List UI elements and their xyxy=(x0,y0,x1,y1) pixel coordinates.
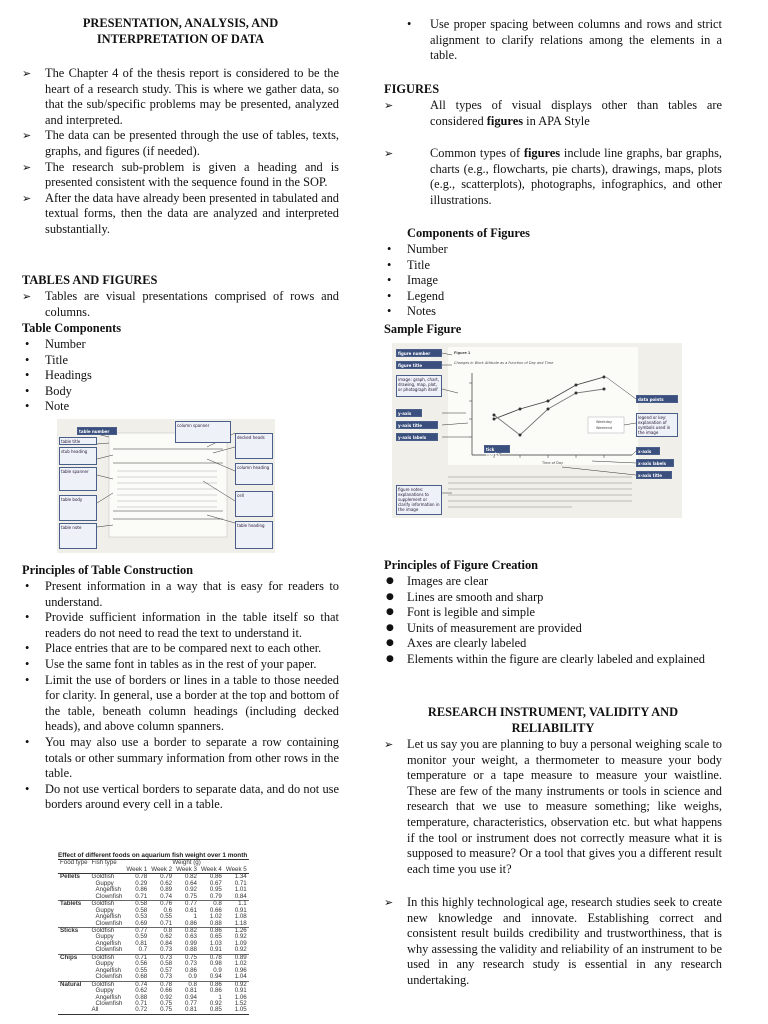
list-item: ● Font is legible and simple xyxy=(384,605,722,621)
weight-cell: 0.89 xyxy=(234,953,247,961)
weight-cell: 0.72 xyxy=(135,1006,148,1014)
list-item: • Present information in a way that is easy for readers to understand. xyxy=(22,579,339,610)
list-item: ➢ The research sub-problem is given a heading and is presented consistent with the sequence found in the SOP. xyxy=(22,160,339,191)
weight-cell: 0.79 xyxy=(209,892,222,900)
weight-cell: 0.67 xyxy=(209,879,222,887)
fish-type-cell: Clownfish xyxy=(95,892,123,900)
weight-cell: 0.78 xyxy=(135,873,148,881)
label-legend: legend or key: explanation of symbols used in the image xyxy=(636,413,678,437)
list-item: • Place entries that are to be compared next to each other. xyxy=(22,641,339,657)
figures-list-2 xyxy=(384,146,722,208)
sample-fig-legend-weekend: Weekend xyxy=(596,426,613,430)
fish-table-title: Effect of different foods on aquarium fish weight over 1 month xyxy=(58,852,248,859)
header-week: Week 5 xyxy=(225,865,247,873)
weight-cell: 0.75 xyxy=(160,999,173,1007)
list-item: • Number xyxy=(22,337,222,353)
weight-cell: 0.8 xyxy=(163,926,173,934)
weight-cell: 0.85 xyxy=(209,1006,222,1014)
weight-cell: 0.86 xyxy=(184,919,197,927)
weight-cell: 0.92 xyxy=(234,980,247,988)
fish-type-cell: Guppy xyxy=(95,879,114,887)
research-heading: RESEARCH INSTRUMENT, VALIDITY AND xyxy=(427,705,679,719)
weight-cell: 1.26 xyxy=(234,926,247,934)
weight-cell: 0.74 xyxy=(135,980,148,988)
label-decked-heads: decked heads xyxy=(235,433,273,459)
list-item: • Note xyxy=(22,399,222,415)
weight-cell: 0.56 xyxy=(135,960,148,968)
weight-cell: 1.09 xyxy=(234,939,247,947)
weight-cell: 1.52 xyxy=(234,999,247,1007)
figures-point1-b: figures xyxy=(486,113,524,128)
label-y-axis-title: y-axis title xyxy=(396,421,438,429)
spacing-list xyxy=(384,17,722,64)
weight-cell: 0.64 xyxy=(184,879,197,887)
weight-cell: 0.62 xyxy=(160,933,173,941)
sample-fig-caption: Figure 1 xyxy=(454,351,471,355)
table-row xyxy=(58,1007,249,1014)
label-table-heading: table heading xyxy=(235,521,273,549)
research-heading-line2: RELIABILITY xyxy=(511,720,595,735)
weight-cell: 0.86 xyxy=(209,980,222,988)
weight-cell: 0.77 xyxy=(184,999,197,1007)
list-item: • You may also use a border to separate a row containing totals or other summary information from other rows in the table. xyxy=(22,735,339,782)
weight-cell: 0.88 xyxy=(184,946,197,954)
list-item: ● Lines are smooth and sharp xyxy=(384,590,722,606)
figure-components-list xyxy=(384,242,584,320)
weight-cell: 0.78 xyxy=(209,953,222,961)
weight-cell: 0.58 xyxy=(160,960,173,968)
list-item: • Title xyxy=(22,353,222,369)
label-x-axis-labels: x-axis labels xyxy=(636,459,674,467)
weight-cell: 0.73 xyxy=(160,953,173,961)
weight-cell: 1.02 xyxy=(234,960,247,968)
weight-cell: 0.9 xyxy=(188,973,197,981)
weight-cell: 0.7 xyxy=(138,946,148,954)
weight-cell: 0.86 xyxy=(209,926,222,934)
weight-cell: 0.61 xyxy=(184,906,197,914)
fish-type-cell: All xyxy=(91,1006,99,1014)
weight-cell: 0.71 xyxy=(160,919,173,927)
weight-cell: 0.79 xyxy=(160,873,173,881)
weight-cell: 0.78 xyxy=(160,980,173,988)
figures-list xyxy=(384,98,722,129)
weight-cell: 1 xyxy=(218,993,222,1001)
figures-point2-b: figures xyxy=(523,146,561,160)
fish-type-cell: Angelfish xyxy=(95,886,121,894)
weight-cell: 0.96 xyxy=(234,966,247,974)
weight-cell: 0.53 xyxy=(135,913,148,921)
intro-list xyxy=(22,66,339,238)
weight-cell: 0.92 xyxy=(234,946,247,954)
list-item: ● Images are clear xyxy=(384,574,722,590)
weight-cell: 0.92 xyxy=(184,886,197,894)
weight-cell: 0.86 xyxy=(209,987,222,995)
weight-cell: 0.77 xyxy=(135,926,148,934)
list-item xyxy=(384,146,722,208)
list-item: • Limit the use of borders or lines in a table to those needed for clarity. In general, use a border at the top and bottom of the table, beneath column headings (including decked heads), and above column spanners. xyxy=(22,673,339,735)
list-item: ➢ After the data have already been presented in tabulated and textual forms, then the data are analyzed and interpreted substantially. xyxy=(22,191,339,238)
food-type-cell: Natural xyxy=(60,980,82,988)
weight-cell: 0.71 xyxy=(135,999,148,1007)
list-item: ➢ Let us say you are planning to buy a personal weighing scale to monitor your weight, a thermometer to measure your body temperature or a tape measure to measure your waistline. These are few of the many instruments or tools in science and research that we use to measure something; like weighs, temperature, characteristics, observation etc. but what happens if the tool or instrument does not correctly measure what it is supposed to measure? Or a tool that gives you a different result each time you use it? xyxy=(384,737,722,877)
fish-type-cell: Angelfish xyxy=(95,966,121,974)
list-item: • Use the same font in tables as in the rest of your paper. xyxy=(22,657,339,673)
weight-cell: 0.63 xyxy=(184,933,197,941)
food-type-cell: Chips xyxy=(60,953,78,961)
weight-cell: 0.98 xyxy=(209,960,222,968)
fish-type-cell: Angelfish xyxy=(95,939,121,947)
label-table-spanner: table spanner xyxy=(59,467,97,491)
fish-type-cell: Goldfish xyxy=(91,900,115,908)
label-cell: cell xyxy=(235,491,273,517)
sample-fig-x-title: Time of Day xyxy=(542,461,564,465)
weight-cell: 0.55 xyxy=(135,966,148,974)
weight-cell: 0.65 xyxy=(209,933,222,941)
fish-type-cell: Guppy xyxy=(95,906,114,914)
weight-cell: 1.05 xyxy=(234,1006,247,1014)
weight-cell: 0.99 xyxy=(184,939,197,947)
food-type-cell xyxy=(58,1007,90,1014)
list-item: ● Units of measurement are provided xyxy=(384,621,722,637)
weight-cell: 0.69 xyxy=(135,919,148,927)
list-item: • Body xyxy=(22,384,222,400)
label-tick-marks: tick marks xyxy=(484,445,510,453)
weight-cell: 1 xyxy=(193,913,197,921)
weight-cell: 0.73 xyxy=(160,946,173,954)
label-x-axis: x-axis xyxy=(636,447,660,455)
label-data-points: data points xyxy=(636,395,678,403)
weight-cell: 0.71 xyxy=(135,892,148,900)
table-components-list xyxy=(22,337,222,415)
weight-cell: 0.95 xyxy=(209,886,222,894)
fish-type-cell: Clownfish xyxy=(95,946,123,954)
weight-cell: 0.91 xyxy=(234,987,247,995)
header-fish-type: Fish type xyxy=(91,859,117,867)
weight-cell: 1.03 xyxy=(209,939,222,947)
weight-cell: 0.66 xyxy=(160,987,173,995)
weight-cell: 0.71 xyxy=(234,879,247,887)
weight-cell: 1.1 xyxy=(238,900,247,908)
weight-cell: 0.62 xyxy=(160,879,173,887)
weight-cell: 0.86 xyxy=(135,886,148,894)
weight-cell: 1.06 xyxy=(234,993,247,1001)
list-item: • Number xyxy=(384,242,584,258)
fish-table-grid xyxy=(58,859,249,1014)
list-item: • Legend xyxy=(384,289,584,305)
research-list-2 xyxy=(384,895,722,989)
list-item: ➢ The data can be presented through the use of tables, texts, graphs, and figures (if needed). xyxy=(22,128,339,159)
sample-figure-image xyxy=(392,343,682,518)
weight-cell: 0.8 xyxy=(213,900,222,908)
list-item: • Image xyxy=(384,273,584,289)
list-item: ● Elements within the figure are clearly labeled and explained xyxy=(384,652,722,668)
list-item: • Notes xyxy=(384,304,584,320)
weight-cell: 0.94 xyxy=(209,973,222,981)
principles-table-heading: Principles of Table Construction xyxy=(22,563,194,577)
weight-cell: 0.66 xyxy=(209,906,222,914)
weight-cell: 0.58 xyxy=(135,906,148,914)
weight-cell: 1.02 xyxy=(209,913,222,921)
fish-type-cell: Guppy xyxy=(95,987,114,995)
sample-fig-legend-weekday: Weekday xyxy=(596,420,613,424)
figures-point1-a: All types of visual displays other than tables are considered xyxy=(430,98,722,128)
weight-cell: 0.57 xyxy=(160,966,173,974)
label-figure-notes: figure notes: explanations to supplement or clarify information in the image xyxy=(396,485,442,515)
fish-type-cell: Angelfish xyxy=(95,993,121,1001)
list-item xyxy=(384,98,722,129)
fish-type-cell: Guppy xyxy=(95,960,114,968)
page-title: PRESENTATION, ANALYSIS, AND xyxy=(82,16,279,30)
weight-cell: 0.88 xyxy=(209,919,222,927)
label-stub-heading: stub heading xyxy=(59,447,97,465)
food-type-cell: Sticks xyxy=(60,926,79,934)
weight-cell: 0.9 xyxy=(213,966,222,974)
label-table-number: table number xyxy=(77,427,117,435)
fish-type-cell: Clownfish xyxy=(95,973,123,981)
label-image: image: graph, chart, drawing, map, plot, or photograph itself xyxy=(396,375,442,397)
table-components-diagram xyxy=(57,419,275,553)
header-week: Week 3 xyxy=(176,865,197,873)
weight-cell: 0.81 xyxy=(184,1006,197,1014)
label-x-axis-title: x-axis title xyxy=(636,471,672,479)
section-heading-tables-figures: TABLES AND FIGURES xyxy=(22,273,158,287)
weight-cell: 0.81 xyxy=(184,987,197,995)
list-item: ● Axes are clearly labeled xyxy=(384,636,722,652)
list-item: • Use proper spacing between columns and rows and strict alignment to clarify relations among the elements in a table. xyxy=(384,17,722,64)
fish-type-cell: Angelfish xyxy=(95,913,121,921)
label-figure-number: figure number xyxy=(396,349,442,357)
fish-type-cell: Goldfish xyxy=(91,926,115,934)
fish-type-cell: Goldfish xyxy=(91,953,115,961)
food-type-cell: Pellets xyxy=(60,873,80,881)
weight-cell: 0.55 xyxy=(160,913,173,921)
label-table-title: table title xyxy=(59,437,97,445)
weight-cell: 1.04 xyxy=(234,973,247,981)
fish-weight-table xyxy=(58,853,283,1015)
label-figure-title: figure title xyxy=(396,361,442,369)
weight-cell: 0.77 xyxy=(184,900,197,908)
weight-cell: 0.71 xyxy=(135,953,148,961)
list-item: ➢ Tables are visual presentations comprised of rows and columns. xyxy=(22,289,339,320)
weight-cell: 0.74 xyxy=(160,892,173,900)
list-item: • Provide sufficient information in the table itself so that readers do not need to read the text to understand it. xyxy=(22,610,339,641)
weight-cell: 0.29 xyxy=(135,879,148,887)
weight-cell: 0.73 xyxy=(160,973,173,981)
weight-cell: 0.86 xyxy=(184,966,197,974)
sample-figure-heading: Sample Figure xyxy=(384,322,462,336)
weight-cell: 0.82 xyxy=(184,926,197,934)
weight-cell: 0.81 xyxy=(135,939,148,947)
food-type-cell: Tablets xyxy=(60,900,82,908)
weight-cell: 0.8 xyxy=(188,980,197,988)
weight-cell: 0.68 xyxy=(135,973,148,981)
label-table-body: table body xyxy=(59,495,97,521)
fish-type-cell: Goldfish xyxy=(91,980,115,988)
label-y-axis: y-axis xyxy=(396,409,422,417)
weight-cell: 0.92 xyxy=(234,933,247,941)
label-table-note: table note xyxy=(59,523,97,549)
header-week: Week 4 xyxy=(200,865,222,873)
weight-cell: 0.86 xyxy=(209,873,222,881)
header-weight: Weight (g) xyxy=(172,859,201,867)
components-of-figures-heading: Components of Figures xyxy=(407,226,530,240)
weight-cell: 1.01 xyxy=(234,886,247,894)
weight-cell: 0.62 xyxy=(135,987,148,995)
list-item: ➢ In this highly technological age, research studies seek to create new knowledge and innovate. Establishing correct and consistent result builds credibility and trustworthiness, that is why assessing the validity and reliability of an instrument to be used in any research study is essential in any research undertaking. xyxy=(384,895,722,989)
weight-cell: 0.91 xyxy=(209,946,222,954)
weight-cell: 1.34 xyxy=(234,873,247,881)
weight-cell: 0.75 xyxy=(184,953,197,961)
figures-point2-a: Common types of xyxy=(430,146,524,160)
weight-cell: 1.18 xyxy=(234,919,247,927)
weight-cell: 0.84 xyxy=(160,939,173,947)
fish-type-cell: Goldfish xyxy=(91,873,115,881)
weight-cell: 0.76 xyxy=(160,900,173,908)
principles-table-list xyxy=(22,579,339,813)
header-week: Week 1 xyxy=(126,865,148,873)
fish-type-cell: Clownfish xyxy=(95,919,123,927)
label-column-heading: column heading xyxy=(235,463,273,485)
tables-list xyxy=(22,289,339,320)
weight-cell: 0.58 xyxy=(135,900,148,908)
weight-cell: 0.92 xyxy=(209,999,222,1007)
list-item: • Headings xyxy=(22,368,222,384)
weight-cell: 0.88 xyxy=(135,993,148,1001)
principles-figure-list xyxy=(384,574,722,668)
page-title-line2: INTERPRETATION OF DATA xyxy=(96,31,265,46)
weight-cell: 0.73 xyxy=(184,960,197,968)
list-item: • Do not use vertical borders to separate data, and do not use borders around every cell in a table. xyxy=(22,782,339,813)
weight-cell: 0.84 xyxy=(234,892,247,900)
fish-type-cell: Clownfish xyxy=(95,999,123,1007)
weight-cell: 1.08 xyxy=(234,913,247,921)
label-column-spanner: column spanner xyxy=(175,421,231,443)
weight-cell: 0.89 xyxy=(160,886,173,894)
weight-cell: 0.91 xyxy=(234,906,247,914)
figures-point1-c: in APA Style xyxy=(523,113,590,128)
weight-cell: 0.59 xyxy=(135,933,148,941)
weight-cell: 0.6 xyxy=(163,906,173,914)
weight-cell: 0.75 xyxy=(184,892,197,900)
weight-cell: 0.92 xyxy=(160,993,173,1001)
fish-type-cell: Guppy xyxy=(95,933,114,941)
principles-figure-heading: Principles of Figure Creation xyxy=(384,558,539,572)
sample-fig-title: Changes in Work Attitude as a Function of Day and Time xyxy=(454,361,554,365)
figures-heading: FIGURES xyxy=(384,82,440,96)
weight-cell: 0.75 xyxy=(160,1006,173,1014)
list-item: • Title xyxy=(384,258,584,274)
figures-point2-c: include line graphs, bar graphs, charts (e.g., flowcharts, pie charts), drawings, maps, plots (e.g., scatterplots), photographs, infographics, and other illustrations. xyxy=(430,146,722,207)
research-list xyxy=(384,737,722,877)
list-item: ➢ The Chapter 4 of the thesis report is considered to be the heart of a research study. This is where we gather data, so that the sub/specific problems may be presented, analyzed and interpreted. xyxy=(22,66,339,128)
weight-cell: 0.94 xyxy=(184,993,197,1001)
table-components-heading: Table Components xyxy=(22,321,122,335)
weight-cell: 0.82 xyxy=(184,873,197,881)
header-week: Week 2 xyxy=(151,865,173,873)
label-y-axis-labels: y-axis labels xyxy=(396,433,438,441)
header-food-type: Food type xyxy=(60,859,88,867)
